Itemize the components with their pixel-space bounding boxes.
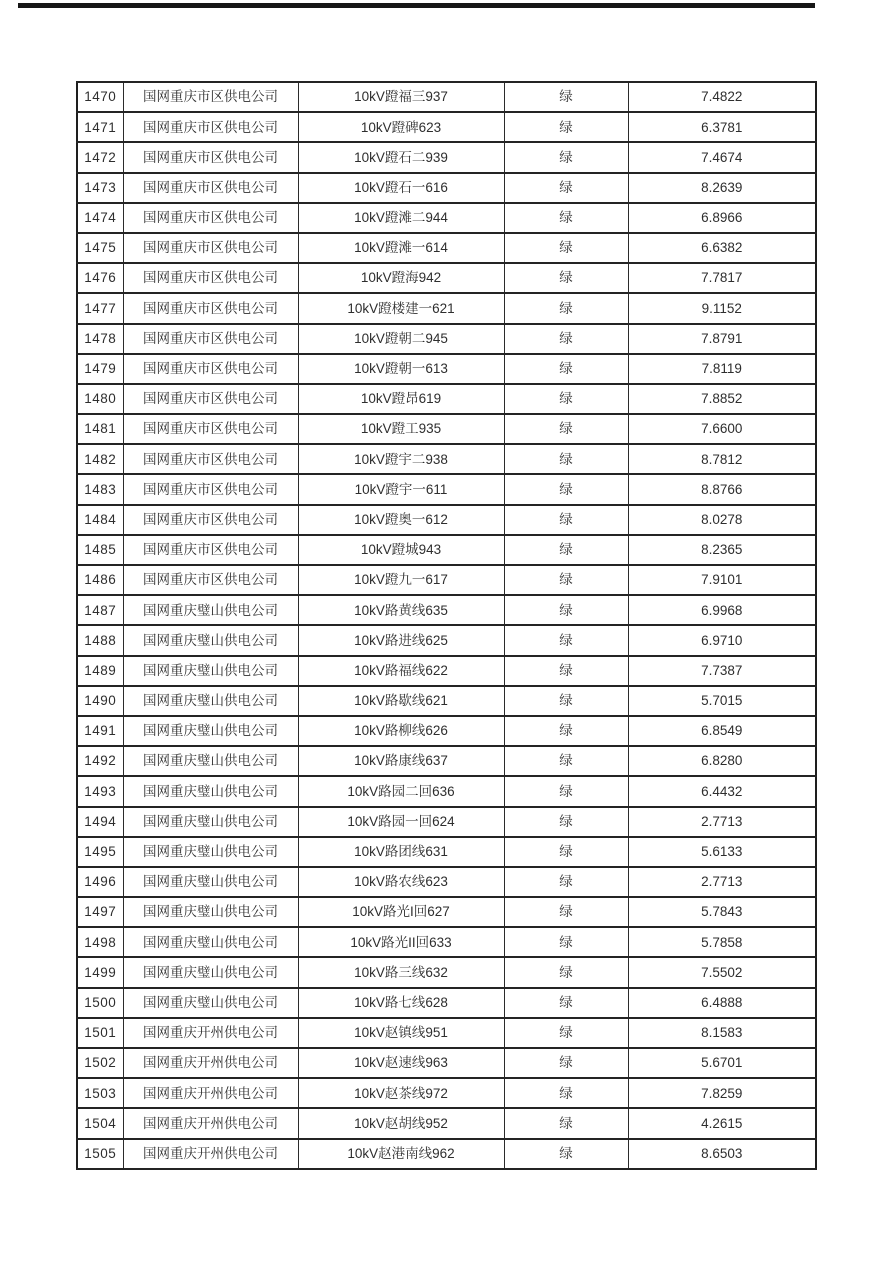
company-cell: 国网重庆市区供电公司 (123, 384, 298, 414)
serial-number-cell: 1504 (77, 1108, 123, 1138)
company-cell: 国网重庆市区供电公司 (123, 233, 298, 263)
status-cell: 绿 (504, 505, 628, 535)
serial-number-cell: 1487 (77, 595, 123, 625)
status-cell: 绿 (504, 595, 628, 625)
serial-number-cell: 1478 (77, 324, 123, 354)
line-name-cell: 10kV赵茶线972 (298, 1078, 504, 1108)
line-name-cell: 10kV路进线625 (298, 625, 504, 655)
table-row (77, 686, 816, 716)
value-cell: 8.8766 (628, 474, 816, 504)
status-cell: 绿 (504, 535, 628, 565)
value-cell: 7.5502 (628, 957, 816, 987)
value-cell: 7.9101 (628, 565, 816, 595)
status-cell: 绿 (504, 1018, 628, 1048)
line-name-cell: 10kV蹬昂619 (298, 384, 504, 414)
serial-number-cell: 1482 (77, 444, 123, 474)
company-cell: 国网重庆市区供电公司 (123, 505, 298, 535)
value-cell: 5.7015 (628, 686, 816, 716)
serial-number-cell: 1481 (77, 414, 123, 444)
line-name-cell: 10kV蹬工935 (298, 414, 504, 444)
line-name-cell: 10kV蹬海942 (298, 263, 504, 293)
value-cell: 5.6133 (628, 837, 816, 867)
status-cell: 绿 (504, 686, 628, 716)
line-name-cell: 10kV路光II回633 (298, 927, 504, 957)
table-row (77, 233, 816, 263)
table-body (77, 82, 816, 1169)
status-cell: 绿 (504, 1108, 628, 1138)
table-row (77, 1108, 816, 1138)
line-name-cell: 10kV蹬滩二944 (298, 203, 504, 233)
table-row (77, 384, 816, 414)
company-cell: 国网重庆璧山供电公司 (123, 807, 298, 837)
value-cell: 7.4822 (628, 82, 816, 112)
status-cell: 绿 (504, 867, 628, 897)
line-name-cell: 10kV蹬碑623 (298, 112, 504, 142)
table-row (77, 807, 816, 837)
table-row (77, 112, 816, 142)
serial-number-cell: 1503 (77, 1078, 123, 1108)
value-cell: 5.7858 (628, 927, 816, 957)
company-cell: 国网重庆市区供电公司 (123, 474, 298, 504)
serial-number-cell: 1502 (77, 1048, 123, 1078)
company-cell: 国网重庆市区供电公司 (123, 293, 298, 323)
serial-number-cell: 1473 (77, 173, 123, 203)
company-cell: 国网重庆璧山供电公司 (123, 656, 298, 686)
table-row (77, 414, 816, 444)
serial-number-cell: 1474 (77, 203, 123, 233)
line-name-cell: 10kV蹬石一616 (298, 173, 504, 203)
serial-number-cell: 1505 (77, 1139, 123, 1169)
line-status-table (76, 81, 817, 1170)
table-row (77, 897, 816, 927)
company-cell: 国网重庆市区供电公司 (123, 354, 298, 384)
table-row (77, 173, 816, 203)
line-name-cell: 10kV路园一回624 (298, 807, 504, 837)
table-row (77, 535, 816, 565)
status-cell: 绿 (504, 656, 628, 686)
value-cell: 2.7713 (628, 867, 816, 897)
value-cell: 6.8549 (628, 716, 816, 746)
line-name-cell: 10kV赵镇线951 (298, 1018, 504, 1048)
status-cell: 绿 (504, 957, 628, 987)
line-name-cell: 10kV路歇线621 (298, 686, 504, 716)
serial-number-cell: 1477 (77, 293, 123, 323)
value-cell: 8.2365 (628, 535, 816, 565)
table-row (77, 203, 816, 233)
status-cell: 绿 (504, 414, 628, 444)
table-row (77, 142, 816, 172)
status-cell: 绿 (504, 203, 628, 233)
line-name-cell: 10kV路黄线635 (298, 595, 504, 625)
serial-number-cell: 1492 (77, 746, 123, 776)
company-cell: 国网重庆开州供电公司 (123, 1048, 298, 1078)
value-cell: 7.6600 (628, 414, 816, 444)
serial-number-cell: 1496 (77, 867, 123, 897)
table-row (77, 988, 816, 1018)
status-cell: 绿 (504, 1078, 628, 1108)
table-row (77, 1018, 816, 1048)
company-cell: 国网重庆市区供电公司 (123, 82, 298, 112)
table-row (77, 1048, 816, 1078)
value-cell: 7.7817 (628, 263, 816, 293)
line-name-cell: 10kV蹬石二939 (298, 142, 504, 172)
company-cell: 国网重庆璧山供电公司 (123, 595, 298, 625)
company-cell: 国网重庆市区供电公司 (123, 142, 298, 172)
value-cell: 6.8280 (628, 746, 816, 776)
status-cell: 绿 (504, 746, 628, 776)
value-cell: 7.7387 (628, 656, 816, 686)
serial-number-cell: 1472 (77, 142, 123, 172)
serial-number-cell: 1486 (77, 565, 123, 595)
value-cell: 6.9968 (628, 595, 816, 625)
value-cell: 7.8852 (628, 384, 816, 414)
table-row (77, 354, 816, 384)
serial-number-cell: 1501 (77, 1018, 123, 1048)
company-cell: 国网重庆开州供电公司 (123, 1018, 298, 1048)
company-cell: 国网重庆开州供电公司 (123, 1078, 298, 1108)
line-name-cell: 10kV赵港南线962 (298, 1139, 504, 1169)
value-cell: 6.3781 (628, 112, 816, 142)
company-cell: 国网重庆璧山供电公司 (123, 837, 298, 867)
company-cell: 国网重庆市区供电公司 (123, 112, 298, 142)
company-cell: 国网重庆开州供电公司 (123, 1108, 298, 1138)
table-row (77, 293, 816, 323)
line-status-table-container (76, 81, 817, 1170)
serial-number-cell: 1489 (77, 656, 123, 686)
serial-number-cell: 1471 (77, 112, 123, 142)
line-name-cell: 10kV蹬宇二938 (298, 444, 504, 474)
status-cell: 绿 (504, 807, 628, 837)
status-cell: 绿 (504, 1139, 628, 1169)
serial-number-cell: 1499 (77, 957, 123, 987)
line-name-cell: 10kV路团线631 (298, 837, 504, 867)
line-name-cell: 10kV蹬朝二945 (298, 324, 504, 354)
status-cell: 绿 (504, 927, 628, 957)
value-cell: 8.1583 (628, 1018, 816, 1048)
company-cell: 国网重庆璧山供电公司 (123, 988, 298, 1018)
serial-number-cell: 1488 (77, 625, 123, 655)
table-row (77, 1078, 816, 1108)
table-row (77, 82, 816, 112)
serial-number-cell: 1476 (77, 263, 123, 293)
serial-number-cell: 1475 (77, 233, 123, 263)
company-cell: 国网重庆市区供电公司 (123, 263, 298, 293)
status-cell: 绿 (504, 988, 628, 1018)
status-cell: 绿 (504, 716, 628, 746)
table-row (77, 625, 816, 655)
line-name-cell: 10kV路农线623 (298, 867, 504, 897)
serial-number-cell: 1485 (77, 535, 123, 565)
table-row (77, 1139, 816, 1169)
value-cell: 8.6503 (628, 1139, 816, 1169)
serial-number-cell: 1484 (77, 505, 123, 535)
top-horizontal-rule (18, 3, 815, 8)
serial-number-cell: 1480 (77, 384, 123, 414)
line-name-cell: 10kV蹬楼建一621 (298, 293, 504, 323)
company-cell: 国网重庆市区供电公司 (123, 444, 298, 474)
serial-number-cell: 1490 (77, 686, 123, 716)
status-cell: 绿 (504, 444, 628, 474)
value-cell: 2.7713 (628, 807, 816, 837)
status-cell: 绿 (504, 263, 628, 293)
line-name-cell: 10kV路康线637 (298, 746, 504, 776)
value-cell: 6.4432 (628, 776, 816, 806)
table-row (77, 656, 816, 686)
table-row (77, 474, 816, 504)
table-row (77, 505, 816, 535)
line-name-cell: 10kV蹬福三937 (298, 82, 504, 112)
line-name-cell: 10kV路七线628 (298, 988, 504, 1018)
company-cell: 国网重庆璧山供电公司 (123, 867, 298, 897)
status-cell: 绿 (504, 625, 628, 655)
line-name-cell: 10kV蹬宇一611 (298, 474, 504, 504)
value-cell: 7.8791 (628, 324, 816, 354)
line-name-cell: 10kV路园二回636 (298, 776, 504, 806)
serial-number-cell: 1494 (77, 807, 123, 837)
serial-number-cell: 1479 (77, 354, 123, 384)
value-cell: 7.8119 (628, 354, 816, 384)
serial-number-cell: 1470 (77, 82, 123, 112)
status-cell: 绿 (504, 112, 628, 142)
company-cell: 国网重庆璧山供电公司 (123, 776, 298, 806)
company-cell: 国网重庆市区供电公司 (123, 324, 298, 354)
status-cell: 绿 (504, 565, 628, 595)
company-cell: 国网重庆市区供电公司 (123, 173, 298, 203)
table-row (77, 867, 816, 897)
line-name-cell: 10kV蹬城943 (298, 535, 504, 565)
line-name-cell: 10kV路柳线626 (298, 716, 504, 746)
table-row (77, 595, 816, 625)
value-cell: 9.1152 (628, 293, 816, 323)
status-cell: 绿 (504, 897, 628, 927)
table-row (77, 927, 816, 957)
company-cell: 国网重庆璧山供电公司 (123, 746, 298, 776)
value-cell: 6.4888 (628, 988, 816, 1018)
company-cell: 国网重庆璧山供电公司 (123, 927, 298, 957)
status-cell: 绿 (504, 474, 628, 504)
line-name-cell: 10kV蹬朝一613 (298, 354, 504, 384)
status-cell: 绿 (504, 293, 628, 323)
company-cell: 国网重庆璧山供电公司 (123, 897, 298, 927)
value-cell: 8.0278 (628, 505, 816, 535)
table-row (77, 263, 816, 293)
status-cell: 绿 (504, 324, 628, 354)
serial-number-cell: 1498 (77, 927, 123, 957)
line-name-cell: 10kV蹬奥一612 (298, 505, 504, 535)
table-row (77, 565, 816, 595)
status-cell: 绿 (504, 1048, 628, 1078)
value-cell: 7.4674 (628, 142, 816, 172)
company-cell: 国网重庆市区供电公司 (123, 203, 298, 233)
line-name-cell: 10kV蹬滩一614 (298, 233, 504, 263)
status-cell: 绿 (504, 354, 628, 384)
value-cell: 4.2615 (628, 1108, 816, 1138)
line-name-cell: 10kV赵胡线952 (298, 1108, 504, 1138)
status-cell: 绿 (504, 173, 628, 203)
value-cell: 6.6382 (628, 233, 816, 263)
table-row (77, 444, 816, 474)
value-cell: 6.9710 (628, 625, 816, 655)
company-cell: 国网重庆璧山供电公司 (123, 957, 298, 987)
line-name-cell: 10kV蹬九一617 (298, 565, 504, 595)
line-name-cell: 10kV路三线632 (298, 957, 504, 987)
company-cell: 国网重庆市区供电公司 (123, 535, 298, 565)
company-cell: 国网重庆市区供电公司 (123, 565, 298, 595)
line-name-cell: 10kV赵速线963 (298, 1048, 504, 1078)
line-name-cell: 10kV路光I回627 (298, 897, 504, 927)
line-name-cell: 10kV路福线622 (298, 656, 504, 686)
company-cell: 国网重庆璧山供电公司 (123, 625, 298, 655)
serial-number-cell: 1500 (77, 988, 123, 1018)
value-cell: 5.6701 (628, 1048, 816, 1078)
serial-number-cell: 1497 (77, 897, 123, 927)
status-cell: 绿 (504, 837, 628, 867)
company-cell: 国网重庆市区供电公司 (123, 414, 298, 444)
table-row (77, 746, 816, 776)
company-cell: 国网重庆璧山供电公司 (123, 716, 298, 746)
serial-number-cell: 1493 (77, 776, 123, 806)
status-cell: 绿 (504, 776, 628, 806)
company-cell: 国网重庆开州供电公司 (123, 1139, 298, 1169)
value-cell: 8.2639 (628, 173, 816, 203)
serial-number-cell: 1483 (77, 474, 123, 504)
table-row (77, 776, 816, 806)
company-cell: 国网重庆璧山供电公司 (123, 686, 298, 716)
status-cell: 绿 (504, 142, 628, 172)
serial-number-cell: 1495 (77, 837, 123, 867)
table-row (77, 324, 816, 354)
table-row (77, 716, 816, 746)
status-cell: 绿 (504, 233, 628, 263)
status-cell: 绿 (504, 82, 628, 112)
value-cell: 8.7812 (628, 444, 816, 474)
status-cell: 绿 (504, 384, 628, 414)
serial-number-cell: 1491 (77, 716, 123, 746)
table-row (77, 837, 816, 867)
value-cell: 6.8966 (628, 203, 816, 233)
value-cell: 5.7843 (628, 897, 816, 927)
value-cell: 7.8259 (628, 1078, 816, 1108)
table-row (77, 957, 816, 987)
